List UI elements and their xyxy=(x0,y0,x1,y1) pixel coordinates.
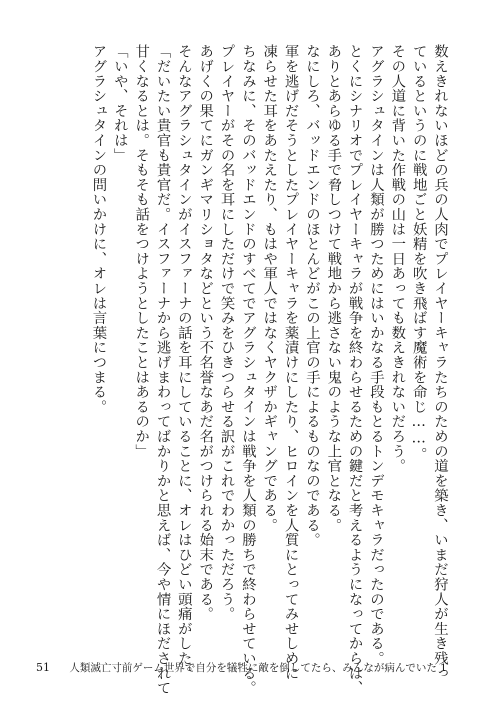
text-line-17: アグラシュタインの問いかけに、オレは言葉につまる。 xyxy=(90,44,107,414)
running-title: 人類滅亡寸前ゲーム世界で自分を犠牲に敵を倒してたら、みんなが病んでいた 1 xyxy=(69,662,447,674)
text-line-2: ているというのに戦地ごと妖精を吹き飛ばす魔術を命じ……。 xyxy=(410,44,427,462)
text-line-16: 「いや、それは」 xyxy=(111,44,128,163)
page-footer xyxy=(36,660,466,676)
text-line-10: ちなみに、そのバッドエンドのすべてでアグラシュタインは戦争を人類の勝ちで終わらせている。 xyxy=(239,44,256,696)
text-line-6: ありとあらゆる手で脅しつけて戦地から逃さない鬼のような上官となる。 xyxy=(325,44,342,533)
text-line-15: 甘くなるとは。そもそも話をつけようとしたことはあるのか」 xyxy=(133,44,150,459)
text-line-3: その人道に背いた作戦の山は一日あっても数えきれないだろう。 xyxy=(389,44,406,474)
text-line-12: あげくの果てにガンギマリショタなどという不名誉なあだ名がつけられる始末である。 xyxy=(197,44,214,622)
text-line-7: なにしろ、バッドエンドのほとんどがこの上官の手によるものなのである。 xyxy=(303,44,320,548)
text-line-14: 「だいたい貴官も貴官だ。イスファーナから逃げまわってばかりかと思えば、今や情にほだされて xyxy=(154,44,171,696)
text-line-5: とくにシナリオでプレイヤーキャラが戦争を終わらせるための鍵だと考えるようになってからは、 xyxy=(346,44,363,696)
text-line-1: 数えきれないほどの兵の人肉でプレイヤーキャラたちのための道を築き、いまだ狩人が生き残っ xyxy=(432,44,448,681)
page-number: 51 xyxy=(36,661,50,674)
text-line-11: プレイヤーがその名を耳にしただけで笑みをひきつらせる訳がこれでわかっただろう。 xyxy=(218,44,235,622)
text-line-9: 凍らせた耳をあたえたり、もはや軍人ではなくヤクザかギャングである。 xyxy=(261,44,278,533)
text-line-13: そんなアグラシュタインがイスファーナの話を耳にしていることに、オレはひどい頭痛がした。 xyxy=(175,44,192,681)
text-line-4: アグラシュタインは人類が勝つためにはいかなる手段もとるトンデモキャラだったのである。 xyxy=(367,44,384,666)
text-line-8: 軍を逃げだそうとしたプレイヤーキャラを薬漬けにしたり、ヒロインを人質にとってみせしめに xyxy=(282,44,299,681)
